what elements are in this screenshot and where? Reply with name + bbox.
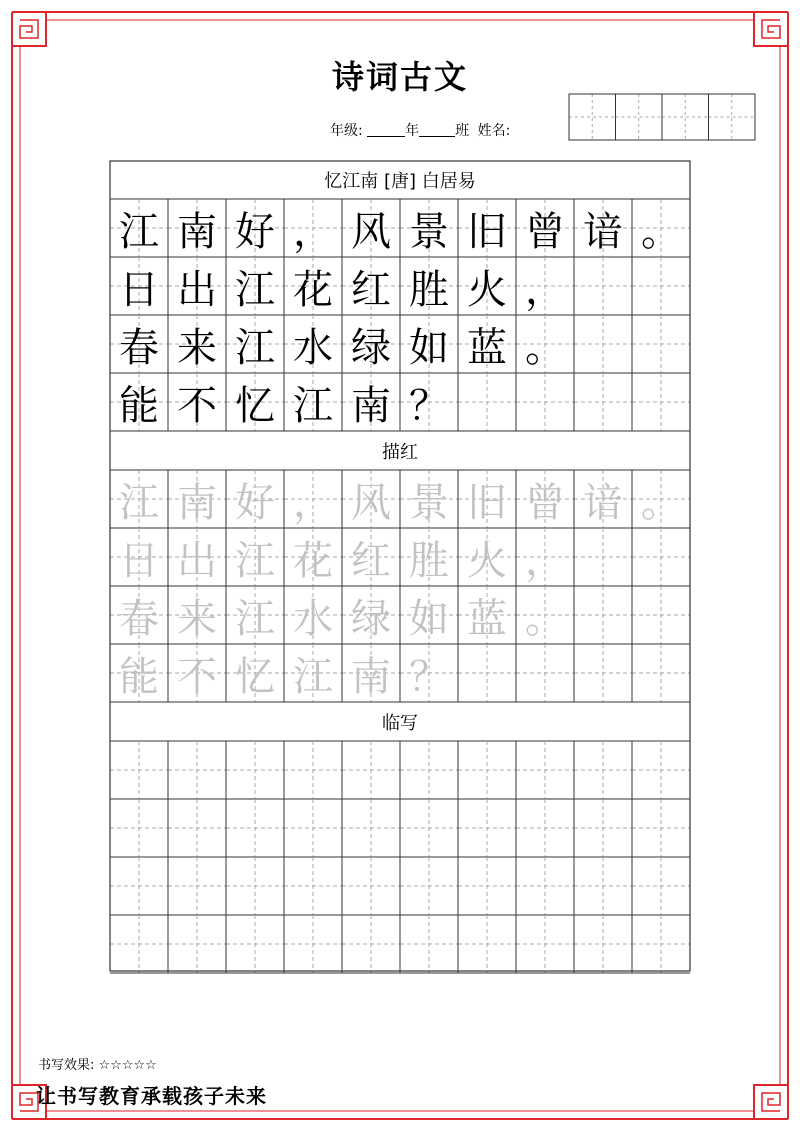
grade-label: 年级: — [330, 123, 363, 139]
rating-label: 书写效果: — [38, 1058, 95, 1073]
rating — [38, 1054, 157, 1073]
poem-char: 。 — [525, 324, 565, 371]
poem-char — [632, 315, 690, 373]
trace-char — [574, 644, 632, 702]
trace-char: 景 — [409, 479, 449, 526]
poem-char — [574, 315, 632, 373]
poem-char: 风 — [351, 208, 391, 255]
poem-row — [110, 373, 690, 431]
page-title: 诗词古文 — [331, 58, 468, 96]
trace-char — [632, 528, 690, 586]
poem-char: ？ — [409, 382, 449, 429]
poem-char: 日 — [119, 266, 159, 313]
poem-char: 江 — [235, 266, 275, 313]
trace-row — [110, 470, 690, 528]
trace-char: ， — [293, 479, 333, 526]
poem-char: 红 — [351, 266, 391, 313]
poem-char: 火 — [467, 266, 507, 313]
trace-char — [574, 528, 632, 586]
poem-char: 江 — [235, 324, 275, 371]
rating-stars[interactable]: ☆☆☆☆☆ — [98, 1058, 157, 1073]
trace-char: 忆 — [235, 653, 275, 700]
poem-char — [632, 373, 690, 431]
poem-char: 出 — [177, 266, 217, 313]
name-label: 姓名: — [477, 123, 511, 139]
poem-row — [110, 199, 690, 257]
poem-char: 江 — [293, 382, 333, 429]
poem-char: ， — [525, 266, 565, 313]
poem-char: 曾 — [525, 208, 565, 255]
trace-char: ？ — [409, 653, 449, 700]
poem-char — [574, 373, 632, 431]
poem-char: 忆 — [235, 382, 275, 429]
trace-char: 春 — [119, 595, 159, 642]
poem-char: 南 — [177, 208, 217, 255]
trace-char: 曾 — [525, 479, 565, 526]
poem-char: 蓝 — [467, 324, 507, 371]
trace-char: 好 — [235, 479, 275, 526]
trace-char: 风 — [351, 479, 391, 526]
poem-char — [632, 257, 690, 315]
trace-char: 不 — [177, 653, 217, 700]
trace-char — [458, 644, 516, 702]
poem-char — [516, 373, 574, 431]
trace-char: 胜 — [409, 537, 449, 584]
trace-char: 能 — [119, 653, 159, 700]
trace-header: 描红 — [382, 442, 418, 463]
trace-char: 江 — [119, 479, 159, 526]
trace-char: 江 — [235, 537, 275, 584]
poem-char — [458, 373, 516, 431]
trace-char: 南 — [177, 479, 217, 526]
trace-char: 水 — [293, 595, 333, 642]
trace-char — [632, 586, 690, 644]
trace-char: 南 — [351, 653, 391, 700]
trace-char: 火 — [467, 537, 507, 584]
poem-char: 。 — [641, 208, 681, 255]
poem-header: 忆江南 [唐] 白居易 — [324, 171, 476, 192]
poem-char: 南 — [351, 382, 391, 429]
trace-char — [574, 586, 632, 644]
trace-char: 绿 — [351, 595, 391, 642]
trace-row — [110, 586, 690, 644]
poem-char: ， — [293, 208, 333, 255]
trace-row — [110, 528, 690, 586]
poem-char: 花 — [293, 266, 333, 313]
poem-row — [110, 315, 690, 373]
copy-header: 临写 — [382, 713, 418, 734]
trace-char: 花 — [293, 537, 333, 584]
poem-char: 能 — [119, 382, 159, 429]
trace-char: 来 — [177, 595, 217, 642]
poem-char: 来 — [177, 324, 217, 371]
poem-char: 如 — [409, 324, 449, 371]
trace-char: ， — [525, 537, 565, 584]
year-label: 年 — [405, 123, 420, 139]
poem-char: 不 — [177, 382, 217, 429]
trace-char: 蓝 — [467, 595, 507, 642]
trace-row — [110, 644, 690, 702]
trace-char: 如 — [409, 595, 449, 642]
poem-char: 景 — [409, 208, 449, 255]
slogan: 让书写教育承载孩子未来 — [36, 1084, 267, 1108]
trace-char: 江 — [293, 653, 333, 700]
poem-char — [574, 257, 632, 315]
poem-char: 好 — [235, 208, 275, 255]
poem-char: 旧 — [467, 208, 507, 255]
trace-char: 。 — [525, 595, 565, 642]
class-label: 班 — [455, 123, 470, 139]
trace-char: 出 — [177, 537, 217, 584]
poem-char: 水 — [293, 324, 333, 371]
trace-char: 。 — [641, 479, 681, 526]
trace-char: 旧 — [467, 479, 507, 526]
poem-char: 春 — [119, 324, 159, 371]
trace-char — [632, 644, 690, 702]
trace-char: 日 — [119, 537, 159, 584]
trace-char — [516, 644, 574, 702]
trace-char: 江 — [235, 595, 275, 642]
trace-char: 红 — [351, 537, 391, 584]
poem-row — [110, 257, 690, 315]
poem-char: 绿 — [351, 324, 391, 371]
poem-char: 谙 — [583, 208, 623, 255]
trace-char: 谙 — [583, 479, 623, 526]
poem-char: 江 — [119, 208, 159, 255]
poem-char: 胜 — [409, 266, 449, 313]
